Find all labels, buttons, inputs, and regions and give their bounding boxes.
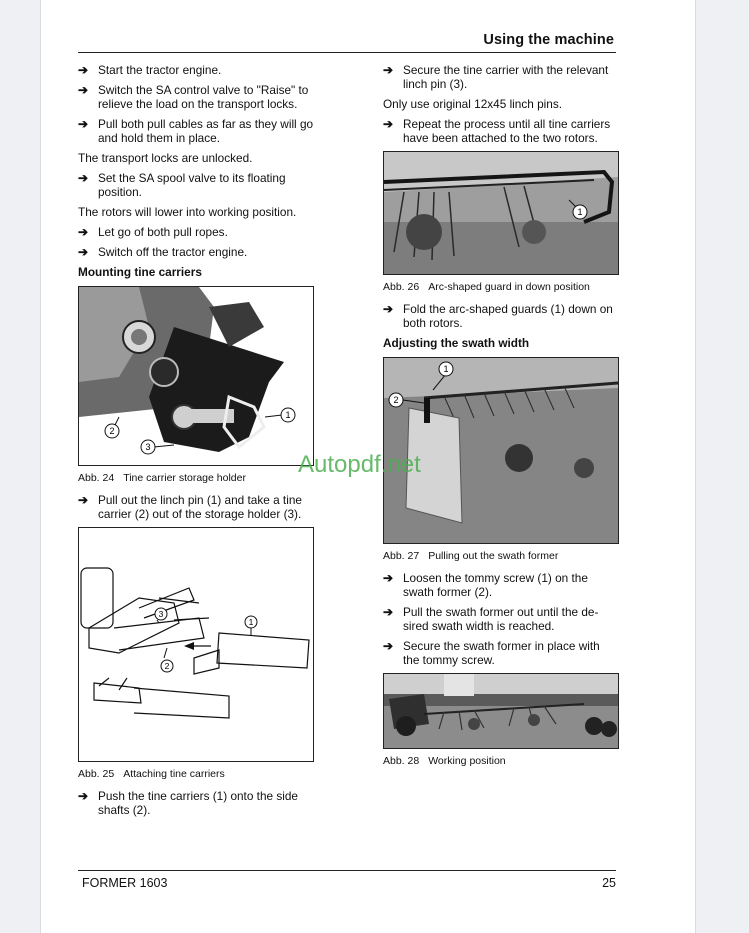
- step-text: Set the SA spool valve to its floating position.: [98, 171, 286, 199]
- instruction-step: [383, 605, 619, 633]
- figure-27-caption: [383, 549, 619, 563]
- instruction-step: [383, 302, 619, 330]
- note-text: Only use original 12x45 linch pins.: [383, 97, 563, 111]
- step-text: Let go of both pull ropes.: [98, 225, 228, 239]
- callout-2: 2: [393, 395, 399, 405]
- arrow-icon: ➔: [78, 789, 89, 803]
- step-text: Pull both pull cables as far as they will go and hold them in place.: [98, 117, 314, 145]
- right-column: [383, 63, 619, 776]
- arrow-icon: ➔: [78, 63, 89, 77]
- step-text: Repeat the process until all tine carriers have been attached to the two rotors.: [403, 117, 611, 145]
- arrow-icon: ➔: [383, 63, 394, 77]
- instruction-step: [383, 117, 619, 145]
- instruction-step: [78, 789, 314, 817]
- figure-number: Abb. 28: [383, 755, 420, 767]
- callout-1: 1: [285, 410, 291, 420]
- instruction-step: [78, 171, 314, 199]
- figure-28-photo: [383, 673, 619, 749]
- figure-25-caption: [78, 767, 314, 781]
- caption-text: Arc-shaped guard in down position: [428, 281, 590, 293]
- footer-divider: [78, 870, 616, 871]
- step-text: Secure the swath former in place with the tommy screw.: [403, 639, 600, 667]
- result-text: The rotors will lower into working position.: [78, 205, 297, 219]
- watermark-text: Autopdf.net: [298, 451, 421, 478]
- section-heading: Mounting tine carriers: [78, 265, 202, 279]
- arrow-icon: ➔: [383, 571, 394, 585]
- header-divider: [78, 52, 616, 53]
- callout-2: 2: [109, 426, 115, 436]
- arrow-icon: ➔: [383, 639, 394, 653]
- arrow-icon: ➔: [383, 302, 394, 316]
- arrow-icon: ➔: [78, 245, 89, 259]
- step-text: Push the tine carriers (1) onto the side shafts (2).: [98, 789, 298, 817]
- instruction-step: [78, 225, 314, 239]
- figure-26-photo: [383, 151, 619, 275]
- callout-3: 3: [145, 442, 151, 452]
- caption-text: Working position: [428, 755, 506, 767]
- figure-26-caption: [383, 280, 619, 294]
- instruction-step: [383, 639, 619, 667]
- instruction-step: [78, 63, 314, 77]
- step-text: Pull the swath former out until the de-sired swath width is reached.: [403, 605, 599, 633]
- figure-number: Abb. 24: [78, 472, 115, 484]
- figure-number: Abb. 27: [383, 550, 420, 562]
- figure-24-photo: [78, 286, 314, 466]
- callout-1: 1: [577, 207, 583, 217]
- instruction-step: [383, 63, 619, 91]
- arrow-icon: ➔: [78, 83, 89, 97]
- step-text: Pull out the linch pin (1) and take a tine carrier (2) out of the storage holder (3).: [98, 493, 302, 521]
- footer-page-number: 25: [602, 876, 616, 890]
- caption-text: Attaching tine carriers: [123, 768, 225, 780]
- figure-number: Abb. 25: [78, 768, 115, 780]
- caption-text: Pulling out the swath former: [428, 550, 559, 562]
- figure-28-caption: [383, 754, 619, 768]
- result-text: The transport locks are unlocked.: [78, 151, 253, 165]
- instruction-step: [78, 117, 314, 145]
- step-text: Fold the arc-shaped guards (1) down on both rotors.: [403, 302, 613, 330]
- callout-1: 1: [443, 364, 449, 374]
- callout-2: 2: [164, 661, 170, 671]
- arrow-icon: ➔: [383, 605, 394, 619]
- instruction-step: [78, 493, 314, 521]
- instruction-step: [383, 571, 619, 599]
- callout-3: 3: [158, 609, 164, 619]
- left-column: [78, 63, 314, 823]
- arrow-icon: ➔: [383, 117, 394, 131]
- footer-model: FORMER 1603: [82, 876, 168, 890]
- figure-25-drawing: [78, 527, 314, 762]
- step-text: Switch off the tractor engine.: [98, 245, 248, 259]
- callout-1: 1: [248, 617, 254, 627]
- caption-text: Tine carrier storage holder: [123, 472, 246, 484]
- step-text: Loosen the tommy screw (1) on the swath former (2).: [403, 571, 588, 599]
- arrow-icon: ➔: [78, 171, 89, 185]
- figure-24-caption: [78, 471, 314, 485]
- figure-number: Abb. 26: [383, 281, 420, 293]
- step-text: Switch the SA control valve to "Raise" to relieve the load on the transport locks.: [98, 83, 309, 111]
- step-text: Secure the tine carrier with the relevant linch pin (3).: [403, 63, 609, 91]
- instruction-step: [78, 83, 314, 111]
- arrow-icon: ➔: [78, 493, 89, 507]
- instruction-step: [78, 245, 314, 259]
- arrow-icon: ➔: [78, 225, 89, 239]
- arrow-icon: ➔: [78, 117, 89, 131]
- page-header-title: Using the machine: [483, 32, 614, 48]
- step-text: Start the tractor engine.: [98, 63, 222, 77]
- section-heading: Adjusting the swath width: [383, 336, 530, 350]
